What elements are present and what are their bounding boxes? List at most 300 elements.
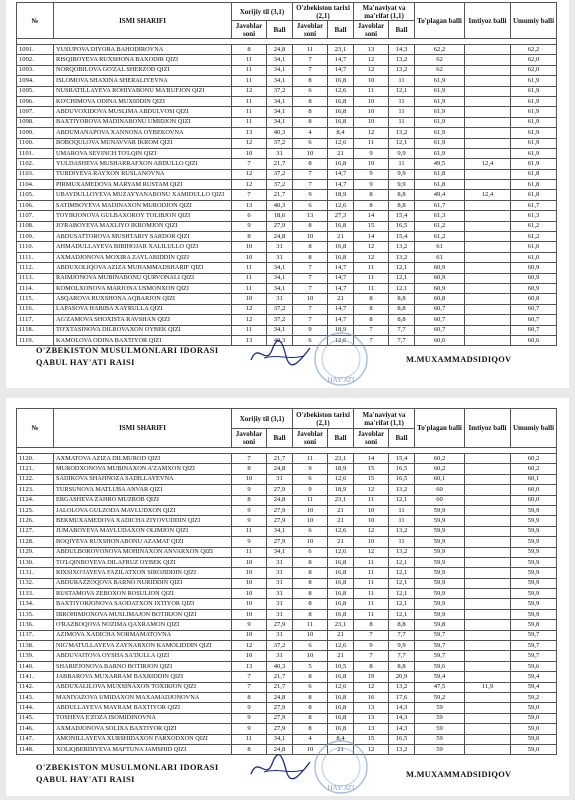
table-row (17, 537, 557, 547)
overall-score: 61,2 (511, 221, 557, 231)
subcol-answers: Javoblar soni (354, 429, 389, 448)
overall-score: 60,2 (511, 464, 557, 474)
total-score: 61,3 (415, 211, 465, 221)
history-answers: 7 (293, 180, 328, 190)
row-number: 1096. (17, 96, 54, 106)
history-score: 14,7 (328, 180, 354, 190)
history-answers: 6 (293, 641, 328, 651)
total-score: 59,9 (415, 589, 465, 599)
row-number: 1119. (17, 335, 54, 345)
row-number: 1116. (17, 304, 54, 314)
row-number: 1135. (17, 609, 54, 619)
foreign-score: 37,2 (267, 138, 293, 148)
spirituality-score: 7,7 (389, 651, 415, 661)
total-score: 59 (415, 734, 465, 744)
privilege-score (465, 578, 511, 588)
overall-score: 60,7 (511, 325, 557, 335)
foreign-score: 37,2 (267, 169, 293, 179)
foreign-score: 34,1 (267, 107, 293, 117)
student-name: ABDULLAYEVA MAYRAM BAXTIYOR QIZI (54, 703, 232, 713)
total-score: 60,9 (415, 273, 465, 283)
spirituality-score: 13,2 (389, 65, 415, 75)
row-number: 1118. (17, 325, 54, 335)
history-score: 16,8 (328, 703, 354, 713)
privilege-score (465, 86, 511, 96)
total-score: 61,9 (415, 76, 465, 86)
total-score: 61,8 (415, 169, 465, 179)
row-number: 1107. (17, 211, 54, 221)
foreign-answers: 7 (232, 682, 267, 692)
student-name: BAXTIYOROVA MADINABONU UMIDJON QIZI (54, 117, 232, 127)
subcol-score: Ball (267, 429, 293, 448)
student-name: BOBOQULOVA MUNAVVAR IKROM QIZI (54, 138, 232, 148)
total-score: 61,9 (415, 107, 465, 117)
spirituality-answers: 10 (354, 505, 389, 515)
privilege-score (465, 55, 511, 65)
foreign-answers: 9 (232, 516, 267, 526)
privilege-score (465, 651, 511, 661)
foreign-answers: 6 (232, 211, 267, 221)
history-score: 16,8 (328, 609, 354, 619)
foreign-score: 31 (267, 651, 293, 661)
total-score: 59,9 (415, 537, 465, 547)
foreign-score: 34,1 (267, 283, 293, 293)
total-score: 59 (415, 724, 465, 734)
foreign-score: 34,1 (267, 55, 293, 65)
foreign-answers: 12 (232, 315, 267, 325)
history-answers: 8 (293, 221, 328, 231)
history-answers: 5 (293, 661, 328, 671)
history-answers: 11 (293, 495, 328, 505)
student-name: ABDUVOXIDOVA MUSLIMA ABDULVOSI QIZI (54, 107, 232, 117)
spirituality-score: 9,9 (389, 169, 415, 179)
table-row (17, 263, 557, 273)
table-row (17, 45, 557, 55)
subcol-score: Ball (389, 429, 415, 448)
table-row (17, 86, 557, 96)
total-score: 59,7 (415, 641, 465, 651)
foreign-answers: 11 (232, 734, 267, 744)
overall-score: 59,0 (511, 703, 557, 713)
spirituality-score: 14,3 (389, 713, 415, 723)
foreign-score: 31 (267, 252, 293, 262)
student-name: AHMADULLAYEVA BIBIHOJAR XALILULLO QIZI (54, 242, 232, 252)
privilege-score: 11,9 (465, 682, 511, 692)
overall-score: 61,8 (511, 190, 557, 200)
spirituality-answers: 10 (354, 107, 389, 117)
overall-score: 59,0 (511, 713, 557, 723)
foreign-score: 24,8 (267, 495, 293, 505)
total-score: 60,2 (415, 464, 465, 474)
foreign-score: 27,9 (267, 620, 293, 630)
spirituality-score: 7,7 (389, 630, 415, 640)
history-answers: 6 (293, 200, 328, 210)
overall-score: 59,9 (511, 516, 557, 526)
row-number: 1120. (17, 454, 54, 464)
student-name: NUSRATILLAYEVA ROHIYABONU MA'RUFJON QIZI (54, 86, 232, 96)
spirituality-score: 12,1 (389, 568, 415, 578)
overall-score: 61,9 (511, 159, 557, 169)
spirituality-score: 16,5 (389, 464, 415, 474)
foreign-answers: 12 (232, 138, 267, 148)
foreign-score: 37,2 (267, 86, 293, 96)
foreign-score: 21,7 (267, 672, 293, 682)
history-score: 18,9 (328, 485, 354, 495)
total-score: 61,9 (415, 86, 465, 96)
history-score: 16,8 (328, 242, 354, 252)
foreign-score: 34,1 (267, 263, 293, 273)
foreign-answers: 7 (232, 190, 267, 200)
student-name: ERGASHEVA ZAHRO MUZROB QIZI (54, 495, 232, 505)
row-number: 1102. (17, 159, 54, 169)
overall-score: 62,2 (511, 45, 557, 55)
total-score: 59,6 (415, 661, 465, 671)
total-score: 60,6 (415, 335, 465, 345)
row-number: 1115. (17, 294, 54, 304)
table-row (17, 242, 557, 252)
spirituality-answers: 11 (354, 609, 389, 619)
subcol-answers: Javoblar soni (232, 429, 267, 448)
row-number: 1147. (17, 734, 54, 744)
spirituality-score: 15,4 (389, 232, 415, 242)
spirituality-answers: 8 (354, 304, 389, 314)
col-no-header: № (17, 409, 54, 448)
foreign-answers: 13 (232, 128, 267, 138)
overall-score: 61,9 (511, 117, 557, 127)
spirituality-score: 12,1 (389, 138, 415, 148)
spirituality-answers: 8 (354, 620, 389, 630)
foreign-answers: 11 (232, 547, 267, 557)
foreign-answers: 13 (232, 661, 267, 671)
total-score: 61,2 (415, 232, 465, 242)
row-number: 1098. (17, 117, 54, 127)
history-answers: 7 (293, 304, 328, 314)
foreign-score: 34,1 (267, 734, 293, 744)
history-answers: 8 (293, 713, 328, 723)
foreign-answers: 11 (232, 263, 267, 273)
history-answers: 9 (293, 190, 328, 200)
student-name: YULDASHEVA MUSHARRAFXON ABDULLO QIZI (54, 159, 232, 169)
history-score: 12,6 (328, 335, 354, 345)
history-score: 10,5 (328, 661, 354, 671)
row-number: 1144. (17, 703, 54, 713)
history-answers: 11 (293, 454, 328, 464)
total-score: 59,9 (415, 578, 465, 588)
total-score: 60,7 (415, 315, 465, 325)
history-score: 12,6 (328, 138, 354, 148)
history-answers: 8 (293, 159, 328, 169)
total-score: 59,4 (415, 672, 465, 682)
row-number: 1141. (17, 672, 54, 682)
history-score: 21 (328, 294, 354, 304)
row-number: 1134. (17, 599, 54, 609)
spirituality-answers: 7 (354, 651, 389, 661)
table-row (17, 516, 557, 526)
student-name: UBAYDULLOYEVA MUZAYYANABONU XAMIDULLO QIZI (54, 190, 232, 200)
history-answers: 7 (293, 315, 328, 325)
privilege-score (465, 464, 511, 474)
row-number: 1140. (17, 661, 54, 671)
spirituality-score: 13,2 (389, 485, 415, 495)
overall-score: 60,9 (511, 283, 557, 293)
student-name: TURSUNOVA MATLUBA ANVAR QIZI (54, 485, 232, 495)
overall-score: 60,0 (511, 495, 557, 505)
foreign-score: 40,3 (267, 335, 293, 345)
student-name: KOMOLXONOVA MARJONA USMONXON QIZI (54, 283, 232, 293)
student-name: SADIKOVA SHAHNOZA SADILLAYEVNA (54, 474, 232, 484)
foreign-score: 21,7 (267, 682, 293, 692)
history-score: 14,7 (328, 283, 354, 293)
spirituality-score: 12,1 (389, 599, 415, 609)
history-answers: 8 (293, 599, 328, 609)
overall-score: 59,8 (511, 620, 557, 630)
overall-score: 61,2 (511, 232, 557, 242)
spirituality-answers: 11 (354, 589, 389, 599)
privilege-score (465, 76, 511, 86)
spirituality-score: 13,2 (389, 526, 415, 536)
total-score: 62 (415, 55, 465, 65)
spirituality-answers: 7 (354, 630, 389, 640)
total-score: 49,4 (415, 190, 465, 200)
row-number: 1136. (17, 620, 54, 630)
privilege-score (465, 734, 511, 744)
history-answers: 7 (293, 55, 328, 65)
student-name: JALOLOVA GULZODA MAVLUDXON QIZI (54, 505, 232, 515)
foreign-score: 27,9 (267, 713, 293, 723)
row-number: 1139. (17, 651, 54, 661)
privilege-score (465, 45, 511, 55)
student-name: TURDIYEVA RAYXON RUSLANOVNA (54, 169, 232, 179)
foreign-answers: 9 (232, 724, 267, 734)
spirituality-answers: 11 (354, 86, 389, 96)
history-score: 21 (328, 651, 354, 661)
student-name: IBROHIMJONOVA MUSLIMAJON BOTIRJON QIZI (54, 609, 232, 619)
spirituality-score: 12,1 (389, 578, 415, 588)
spirituality-answers: 15 (354, 221, 389, 231)
privilege-score (465, 128, 511, 138)
student-name: BOQIYEVA RUXSHONABONU AZAMAT QIZI (54, 537, 232, 547)
foreign-answers: 12 (232, 304, 267, 314)
history-score: 16,8 (328, 159, 354, 169)
foreign-score: 37,2 (267, 304, 293, 314)
col-name-header: ISMI SHARIFI (54, 409, 232, 448)
subcol-answers: Javoblar soni (293, 429, 328, 448)
spirituality-answers: 8 (354, 661, 389, 671)
privilege-score (465, 454, 511, 464)
overall-score: 59,9 (511, 505, 557, 515)
foreign-answers: 9 (232, 620, 267, 630)
privilege-score (465, 630, 511, 640)
history-score: 14,7 (328, 55, 354, 65)
history-answers: 8 (293, 76, 328, 86)
col-no-header: № (17, 3, 54, 39)
history-answers: 7 (293, 169, 328, 179)
table-row (17, 304, 557, 314)
spirituality-answers: 8 (354, 294, 389, 304)
overall-score: 61,0 (511, 242, 557, 252)
spirituality-answers: 7 (354, 335, 389, 345)
overall-score: 61,3 (511, 211, 557, 221)
spirituality-answers: 11 (354, 138, 389, 148)
history-score: 14,7 (328, 65, 354, 75)
history-score: 21 (328, 148, 354, 158)
history-score: 14,7 (328, 273, 354, 283)
row-number: 1091. (17, 45, 54, 55)
table-row (17, 128, 557, 138)
privilege-score (465, 148, 511, 158)
row-number: 1127. (17, 526, 54, 536)
row-number: 1138. (17, 641, 54, 651)
student-name: TO'LQINBOYEVA DILAFRUZ OYBEK QIZI (54, 557, 232, 567)
privilege-score (465, 547, 511, 557)
overall-score: 61,9 (511, 138, 557, 148)
table-row (17, 252, 557, 262)
overall-score: 59,9 (511, 599, 557, 609)
history-score: 23,1 (328, 454, 354, 464)
foreign-answers: 10 (232, 599, 267, 609)
spirituality-answers: 15 (354, 474, 389, 484)
foreign-answers: 11 (232, 76, 267, 86)
student-name: AXMADJONOVA MOXIRA ZAYLABIDDIN QIZI (54, 252, 232, 262)
footer-org (36, 345, 219, 369)
table-row (17, 96, 557, 106)
foreign-score: 21,7 (267, 190, 293, 200)
history-answers: 7 (293, 65, 328, 75)
total-score: 61 (415, 252, 465, 262)
foreign-score: 31 (267, 589, 293, 599)
spirituality-score: 13,2 (389, 55, 415, 65)
student-name: UMAROVA SEVINCH TO'LQIN QIZI (54, 148, 232, 158)
foreign-score: 34,1 (267, 547, 293, 557)
student-name: JUMABOYEVA MAVLUDAXON OLIMJON QIZI (54, 526, 232, 536)
document-page-2 (6, 398, 569, 796)
foreign-score: 34,1 (267, 526, 293, 536)
privilege-score (465, 599, 511, 609)
history-score: 12,6 (328, 86, 354, 96)
total-score: 61,9 (415, 138, 465, 148)
foreign-answers: 12 (232, 641, 267, 651)
subcol-score: Ball (267, 21, 293, 39)
spirituality-answers: 9 (354, 169, 389, 179)
history-answers: 11 (293, 45, 328, 55)
spirituality-score: 13,2 (389, 252, 415, 262)
table-row (17, 692, 557, 702)
foreign-score: 31 (267, 578, 293, 588)
foreign-answers: 11 (232, 55, 267, 65)
privilege-score: 12,4 (465, 159, 511, 169)
table-row (17, 682, 557, 692)
foreign-answers: 10 (232, 242, 267, 252)
total-score: 49,5 (415, 159, 465, 169)
overall-score: 59,9 (511, 537, 557, 547)
spirituality-score: 13,2 (389, 682, 415, 692)
col-total-header: To'plagan balli (415, 3, 465, 39)
overall-score: 60,7 (511, 304, 557, 314)
foreign-score: 24,8 (267, 45, 293, 55)
total-score: 59,9 (415, 557, 465, 567)
student-name: KO'CHIMOVA ODINA MUXIDDIN QIZI (54, 96, 232, 106)
foreign-score: 31 (267, 294, 293, 304)
history-score: 14,7 (328, 169, 354, 179)
table-row (17, 474, 557, 484)
foreign-score: 34,1 (267, 65, 293, 75)
row-number: 1104. (17, 180, 54, 190)
student-name: AXMATOVA AZIZA DILMUROD QIZI (54, 454, 232, 464)
row-number: 1095. (17, 86, 54, 96)
row-number: 1106. (17, 200, 54, 210)
results-table-1 (16, 2, 557, 346)
row-number: 1094. (17, 76, 54, 86)
spirituality-answers: 9 (354, 641, 389, 651)
student-name: SATIMBOYEVA MADINAXON MURODJON QIZI (54, 200, 232, 210)
table-row (17, 273, 557, 283)
history-answers: 8 (293, 557, 328, 567)
table-row (17, 200, 557, 210)
spirituality-score: 13,2 (389, 547, 415, 557)
row-number: 1109. (17, 232, 54, 242)
foreign-score: 31 (267, 609, 293, 619)
history-score: 21 (328, 516, 354, 526)
foreign-answers: 7 (232, 159, 267, 169)
row-number: 1122. (17, 474, 54, 484)
spirituality-score: 14,3 (389, 703, 415, 713)
history-answers: 8 (293, 578, 328, 588)
col-foreign-lang-header: Xorijiy til (3,1) (232, 3, 293, 21)
history-answers: 9 (293, 325, 328, 335)
foreign-answers: 12 (232, 86, 267, 96)
spirituality-score: 12,1 (389, 283, 415, 293)
total-score: 60 (415, 495, 465, 505)
student-name: BAXTIYORJONOVA SAODATXON IXTIYOR QIZI (54, 599, 232, 609)
spirituality-score: 20,9 (389, 672, 415, 682)
foreign-score: 40,3 (267, 128, 293, 138)
col-overall-header: Umumiy balli (511, 3, 557, 39)
spirituality-score: 12,1 (389, 273, 415, 283)
foreign-score: 37,2 (267, 315, 293, 325)
overall-score: 60,8 (511, 294, 557, 304)
privilege-score (465, 589, 511, 599)
spirituality-score: 12,1 (389, 263, 415, 273)
row-number: 1126. (17, 516, 54, 526)
history-score: 12,6 (328, 526, 354, 536)
foreign-score: 40,3 (267, 661, 293, 671)
row-number: 1143. (17, 692, 54, 702)
history-answers: 10 (293, 232, 328, 242)
overall-score: 60,9 (511, 273, 557, 283)
table-row (17, 495, 557, 505)
history-score: 27,3 (328, 211, 354, 221)
history-answers: 7 (293, 283, 328, 293)
foreign-answers: 8 (232, 464, 267, 474)
table-row (17, 609, 557, 619)
student-name: MANIYAZOVA UMIDAXON MAXAMADJONOVNA (54, 692, 232, 702)
privilege-score (465, 474, 511, 484)
subcol-score: Ball (389, 21, 415, 39)
spirituality-answers: 11 (354, 263, 389, 273)
student-name: MURODXONOVA MUBINAXON A'ZAMXON QIZI (54, 464, 232, 474)
spirituality-score: 11 (389, 76, 415, 86)
table-row (17, 107, 557, 117)
history-score: 16,8 (328, 599, 354, 609)
privilege-score (465, 65, 511, 75)
col-total-header: To'plagan balli (415, 409, 465, 448)
total-score: 61,9 (415, 96, 465, 106)
foreign-score: 34,1 (267, 76, 293, 86)
total-score: 60,8 (415, 294, 465, 304)
privilege-score (465, 294, 511, 304)
foreign-score: 27,9 (267, 485, 293, 495)
history-score: 21 (328, 744, 354, 754)
